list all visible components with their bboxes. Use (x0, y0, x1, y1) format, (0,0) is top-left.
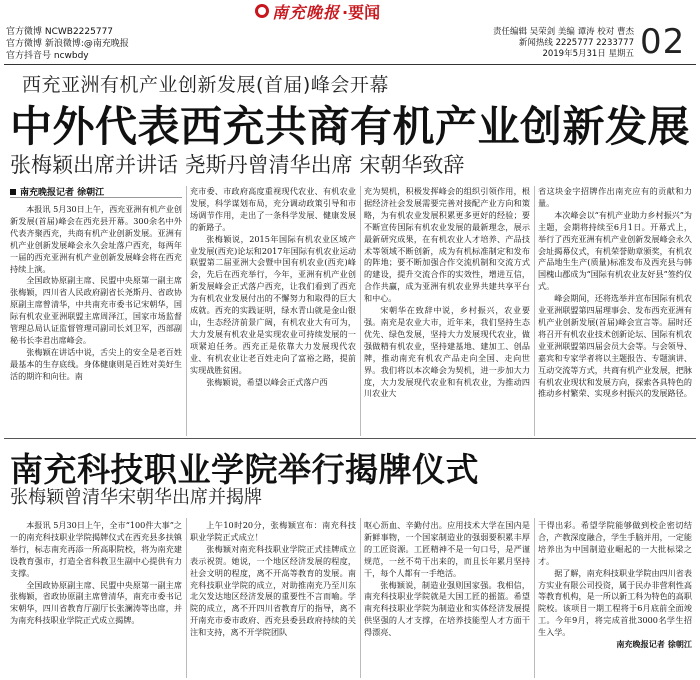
column-divider (360, 518, 361, 678)
article2-column-1 (10, 520, 182, 676)
social-info (6, 26, 129, 62)
article1-col4-para: 本次峰会以“有机产业助力乡村振兴”为主题，会期将持续至6月1日。开幕式上，举行了西充亚洲有机产业创新发展峰会永久会址揭幕仪式，有机荣誉勋章颁奖，有机农产品地生生产(质量)标准发布及西充县与韩国槐山郡成为“国际有机农业友好县”签约仪式。 (538, 209, 692, 292)
weixin-line: 官方微博 新浪微博:@南充晚报 (6, 39, 129, 49)
article2-col4-para: 干得出彩。希望学院能够做到校企密切结合，产教深度融合，学生手脑并用，一定能培养出为中国制造业崛起的一大批标梁之才。 (538, 520, 692, 566)
article1-col4-para: 峰会期间，还将选举并宣布国际有机农业亚洲联盟第四届理事会、发布西充亚洲有机产业创新发展(首届)峰会宣言等。届时还将召开有机农业技术创新论坛、国际有机农业亚洲联盟第四届会员大会等。与会领导、嘉宾和专家学者将以主题报告、专题演讲、互动交流等方式，共商有机产业发展，把脉有机农业现状和发展方向，探索各具特色的推动乡村繁荣、实现乡村振兴的发展路径。 (538, 293, 692, 399)
newspaper-logo (255, 0, 380, 22)
article1-col2-para: 张梅颖说，2015年国际有机农业区域产业发展(西充)论坛和2017年国际有机农业运动联盟第二届亚洲大会暨中国有机农业(西充)峰会，先后在西充举行，今年，亚洲有机产业创新发展峰会正式落户西充，让我们看到了西充为有机农业发展付出的不懈努力和取得的巨大成就。西充的实践证明，绿水青山就是金山银山，生态经济前景广阔，有机农业大有可为，大力发展有机农业是实现农业可持续发展的一项紧迫任务。西充正是依靠大力发展现代农业、有机农业让老百姓走向了富裕之路，提前实现战胜贫困。 (190, 233, 356, 375)
editors-line: 责任编辑 吴荣剑 美编 谭涛 校对 曹杰 (492, 27, 634, 37)
article2-col2-para: 上午10时20分，张梅颖宣布：南充科技职业学院正式成立！ (190, 520, 356, 542)
article1-col4-para: 省这块金字招牌作出南充应有的贡献和力量。 (538, 186, 692, 208)
article1-col1-para: 全国政协原副主席、民盟中央原第一副主席张梅颖，四川省人民政府副省长尧斯丹、省政协原副主席曾清华，中共南充市委书记宋朝华，国际有机农业亚洲联盟主席周泽江，国家市场监督管理总局认证监督管理司副司长刘卫军，西部副秘书长李君出席峰会。 (10, 275, 182, 345)
column-divider (534, 518, 535, 678)
column-divider (534, 186, 535, 436)
column-divider (186, 186, 187, 436)
article2-col2-para: 张梅颖对南充科技职业学院正式挂牌成立表示祝贺。她说，一个地区经济发展的程度，社会文明的程度，离不开高等教育的发展。南充科技职业学院的成立，对助推南充乃至川东北欠发达地区经济发展的重要性不言而喻。学院的成立，离不开四川省教育厅的指导，离不开南充市委市政府、西充县委县政府持续的关注和支持，离不开学院团队 (190, 543, 356, 638)
article1-col1-para: 本报讯 5月30日上午，西充亚洲有机产业创新发展(首届)峰会在西充县开幕。300余名中外代表齐聚西充，共商有机产业创新发展。亚洲有机产业创新发展峰会永久会址落户西充，每两年一届的西充亚洲有机产业创新发展峰会将在西充持续上演。 (10, 204, 182, 274)
article1-column-4 (538, 186, 692, 434)
douyin-line: 官方抖音号 ncwbdy (6, 51, 89, 61)
logo-icon (255, 4, 269, 18)
article2-byline: 南充晚报记者 徐朝江 (616, 639, 692, 650)
article2-col3-para: 呕心沥血、辛勤付出。应用技术大学在国内是新鲜事物，一个国家制造业的强弱要积累丰厚的工匠资源。工匠精神不是一句口号，是严谨规范，一丝不苟干出来的，而且长年累月坚持干，每个人都有一手绝活。 (364, 520, 530, 578)
logo-text: 南充晚报 (272, 2, 341, 22)
masthead (0, 0, 700, 22)
article2-col1-para: 本报讯 5月30日上午，全市“100件大事”之一的南充科技职业学院揭牌仪式在西充县多扶镇举行，标志南充再添一所高职院校，将为南充建设教育强市，打造全省科教卫生副中心提供有力支撑。 (10, 520, 182, 578)
article1-col2-para: 张梅颖说，希望以峰会正式落户西 (206, 376, 328, 387)
article2-col3-para: 张梅颖说，制造业强则国家强。我相信，南充科技职业学院就是大国工匠的摇篮。希望南充科技职业学院为制造业和实体经济发展提供坚强的人才支撑，在培养技能型人才方面干得漂亮、 (364, 579, 530, 638)
article1-col1-para: 张梅颖在讲话中说，舌尖上的安全是老百姓最基本的生存底线。身体健康则是百姓对美好生活的期许和向往。南 (10, 346, 182, 381)
article1-headline: 中外代表西充共商有机产业创新发展 (10, 102, 691, 151)
date-line: 2019年5月31日 星期五 (542, 49, 634, 59)
editorial-info (476, 27, 634, 60)
article1-col2-para: 充市委、市政府高度重视现代农业、有机农业发展，科学谋划布局，充分调动政策引导和市场调节作用，走出了一条科学发展、健康发展的新路子。 (190, 186, 356, 232)
hotline-line: 新闻热线 2225777 2233777 (518, 38, 634, 48)
weibo-line: 官方微博 NCWB2225777 (6, 27, 114, 37)
column-divider (360, 186, 361, 436)
article1-column-3 (364, 186, 530, 434)
article2-col1-para: 全国政协原副主席、民盟中央原第一副主席张梅颖，省政协原副主席曾清华，南充市委书记宋朝华，四川省教育厅副厅长张澜涛等出席，并为南充科技职业学院正式成立揭牌。 (10, 579, 182, 626)
article2-col4-para: 据了解，南充科技职业学院由四川省表方实业有限公司投资，属于民办非营利性高等教育机构，是一所以新工科为特色的高职院校。该项目一期工程将于6月底前全面竣工。今年9月，将完成首批3000名学生招生入学。 (538, 567, 692, 638)
section-name: ·要闻 (342, 2, 381, 22)
article1-column-2 (190, 186, 356, 434)
column-divider (186, 518, 187, 678)
article2-column-2 (190, 520, 356, 676)
article1-column-1 (10, 204, 182, 434)
article2-subhead: 张梅颖曾清华宋朝华出席并揭牌 (10, 487, 262, 508)
article1-col3-para: 宋朝华在致辞中说，乡村振兴，农业要强。南充是农业大市，近年来，我们坚持生态优先、绿色发展，坚持大力发展现代农业，做强做精有机农业，坚持建基地、建加工、创品牌，推动南充有机农产品走向全国、走向世界。我们将以本次峰会为契机，进一步加大力度，大力发展现代农业和有机农业，为推动四川农业大 (364, 305, 530, 399)
page-number: 02 (640, 22, 686, 62)
header-rule (4, 64, 696, 65)
article1-kicker: 西充亚洲有机产业创新发展(首届)峰会开幕 (22, 74, 389, 96)
article2-headline: 南充科技职业学院举行揭牌仪式 (10, 450, 479, 489)
article2-column-3 (364, 520, 530, 676)
article1-col3-para: 充为契机，积极发挥峰会的组织引领作用，根据经济社会发展需要完善对接配产业方向和策略，为有机农业发展积累更多更好的经验；要不断宣传国际有机农业发展的最新理念，展示最新研究成果，在有机农业人才培养、产品技术等领域不断创新，成为有机标准制定和发布的阵地；要不断加强合作交流机制和交流方式的建设，提升交流合作的实效性，增进互信，合作共赢，成为亚洲有机农业界共建共享平台和中心。 (364, 186, 530, 304)
byline-rule (10, 197, 182, 198)
byline-square-icon (10, 189, 16, 195)
article-divider (4, 438, 696, 439)
article1-byline-text: 南充晚报记者 徐朝江 (20, 188, 105, 198)
article1-subhead: 张梅颖出席并讲话 尧斯丹曾清华出席 宋朝华致辞 (10, 153, 465, 177)
article2-column-4 (538, 520, 692, 676)
